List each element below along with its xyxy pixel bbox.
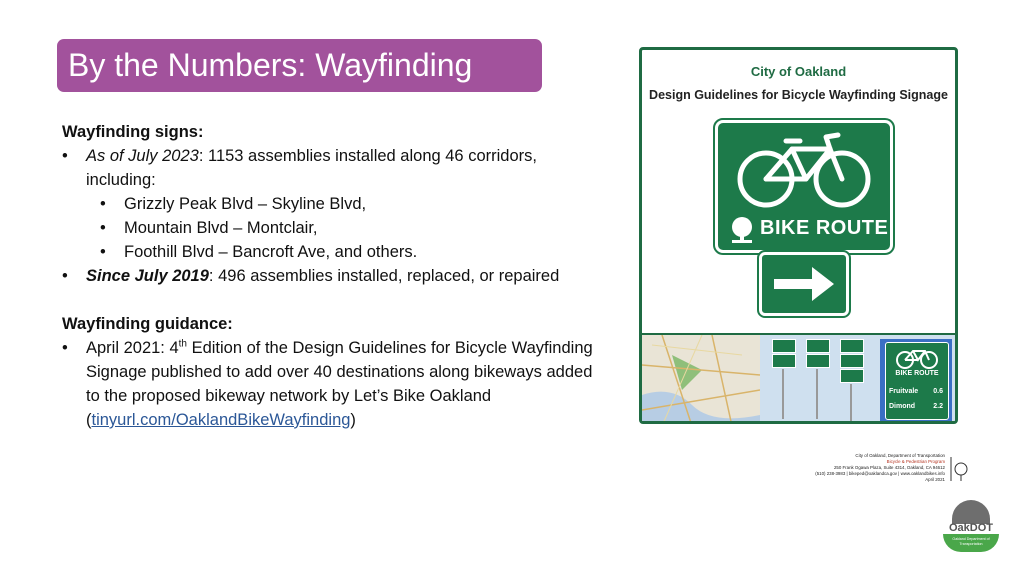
footer-line: City of Oakland, Department of Transportation <box>855 453 945 458</box>
oak-tree-icon <box>952 500 990 524</box>
destination-distance: 2.2 <box>933 403 943 410</box>
sign-post <box>806 339 828 419</box>
sign-post <box>840 339 862 424</box>
map-icon <box>642 335 760 424</box>
list-text: Edition of the Design Guidelines for Bicycle Wayfinding Signage published to add over 40 destinations along bikeways added to the proposed bikeway network by Let’s Bike Oakland ( <box>86 339 593 429</box>
route-map-thumbnail <box>642 335 760 424</box>
oakdot-logo <box>943 500 999 552</box>
destination-row <box>889 388 945 395</box>
destination-row <box>889 403 945 410</box>
corridor-item: • Grizzly Peak Blvd – Skyline Blvd, <box>62 192 602 216</box>
cover-title: Design Guidelines for Bicycle Wayfinding Signage <box>649 88 948 102</box>
guidelines-footer <box>770 453 945 483</box>
destination-sign <box>885 342 949 420</box>
list-text: ) <box>350 411 356 429</box>
cover-city: City of Oakland <box>750 64 847 79</box>
signs-list <box>62 144 602 288</box>
corridor-item: • Foothill Blvd – Bancroft Ave, and others. <box>62 240 602 264</box>
sign-post <box>772 339 794 419</box>
superscript: th <box>178 338 187 350</box>
signs-heading: Wayfinding signs: <box>62 123 204 141</box>
footer-line: 250 Frank Ogawa Plaza, Suite 4314, Oakland, CA 94612 <box>833 465 945 470</box>
logo-subtitle-text: Oakland Department of Transportation <box>952 537 990 546</box>
logo-subtitle <box>943 534 999 552</box>
list-text: : 496 assemblies installed, replaced, or repaired <box>208 267 560 285</box>
destination-name: Fruitvale <box>889 388 919 395</box>
slide-content <box>62 120 602 432</box>
date-label: As of July 2023 <box>86 147 199 165</box>
destination-name: Dimond <box>889 403 916 410</box>
guidelines-cover-image <box>639 47 958 424</box>
guidance-list <box>62 336 602 432</box>
list-text: : 1153 assemblies installed along 46 corridors, including: <box>86 147 537 189</box>
footer-line: April 2021 <box>925 477 945 482</box>
date-label: Since July 2019 <box>86 267 209 285</box>
mini-bike-route-text: BIKE ROUTE <box>895 370 939 377</box>
bike-route-text: BIKE ROUTE <box>760 217 889 239</box>
logo-word: OakDOT <box>948 522 993 534</box>
destination-sign-photo <box>880 339 952 422</box>
corridor-item: • Mountain Blvd – Montclair, <box>62 216 602 240</box>
footer-line: (510) 238-3983 | bikeped@oaklandca.gov | www.oaklandbikes.info <box>815 471 945 476</box>
right-arrow-icon <box>762 255 846 313</box>
destination-distance: 0.6 <box>933 388 943 395</box>
guidance-heading: Wayfinding guidance: <box>62 315 233 333</box>
bicycle-icon <box>886 345 948 371</box>
guidelines-link[interactable]: tinyurl.com/OaklandBikeWayfinding <box>91 411 351 429</box>
bicycle-icon <box>718 123 890 218</box>
slide-title: By the Numbers: Wayfinding <box>68 47 473 83</box>
arrow-sign <box>759 252 849 316</box>
example-photos-strip <box>642 333 955 424</box>
slide-title-bar <box>57 39 542 92</box>
footer-line: Bicycle & Pedestrian Program <box>886 459 945 464</box>
oak-tree-icon <box>728 217 756 243</box>
list-item <box>62 336 602 432</box>
footer-oak-icon <box>947 455 969 483</box>
list-text: April 2021: 4 <box>86 339 179 357</box>
list-item <box>62 264 602 288</box>
list-item <box>62 144 602 192</box>
bike-route-sign <box>715 120 893 253</box>
